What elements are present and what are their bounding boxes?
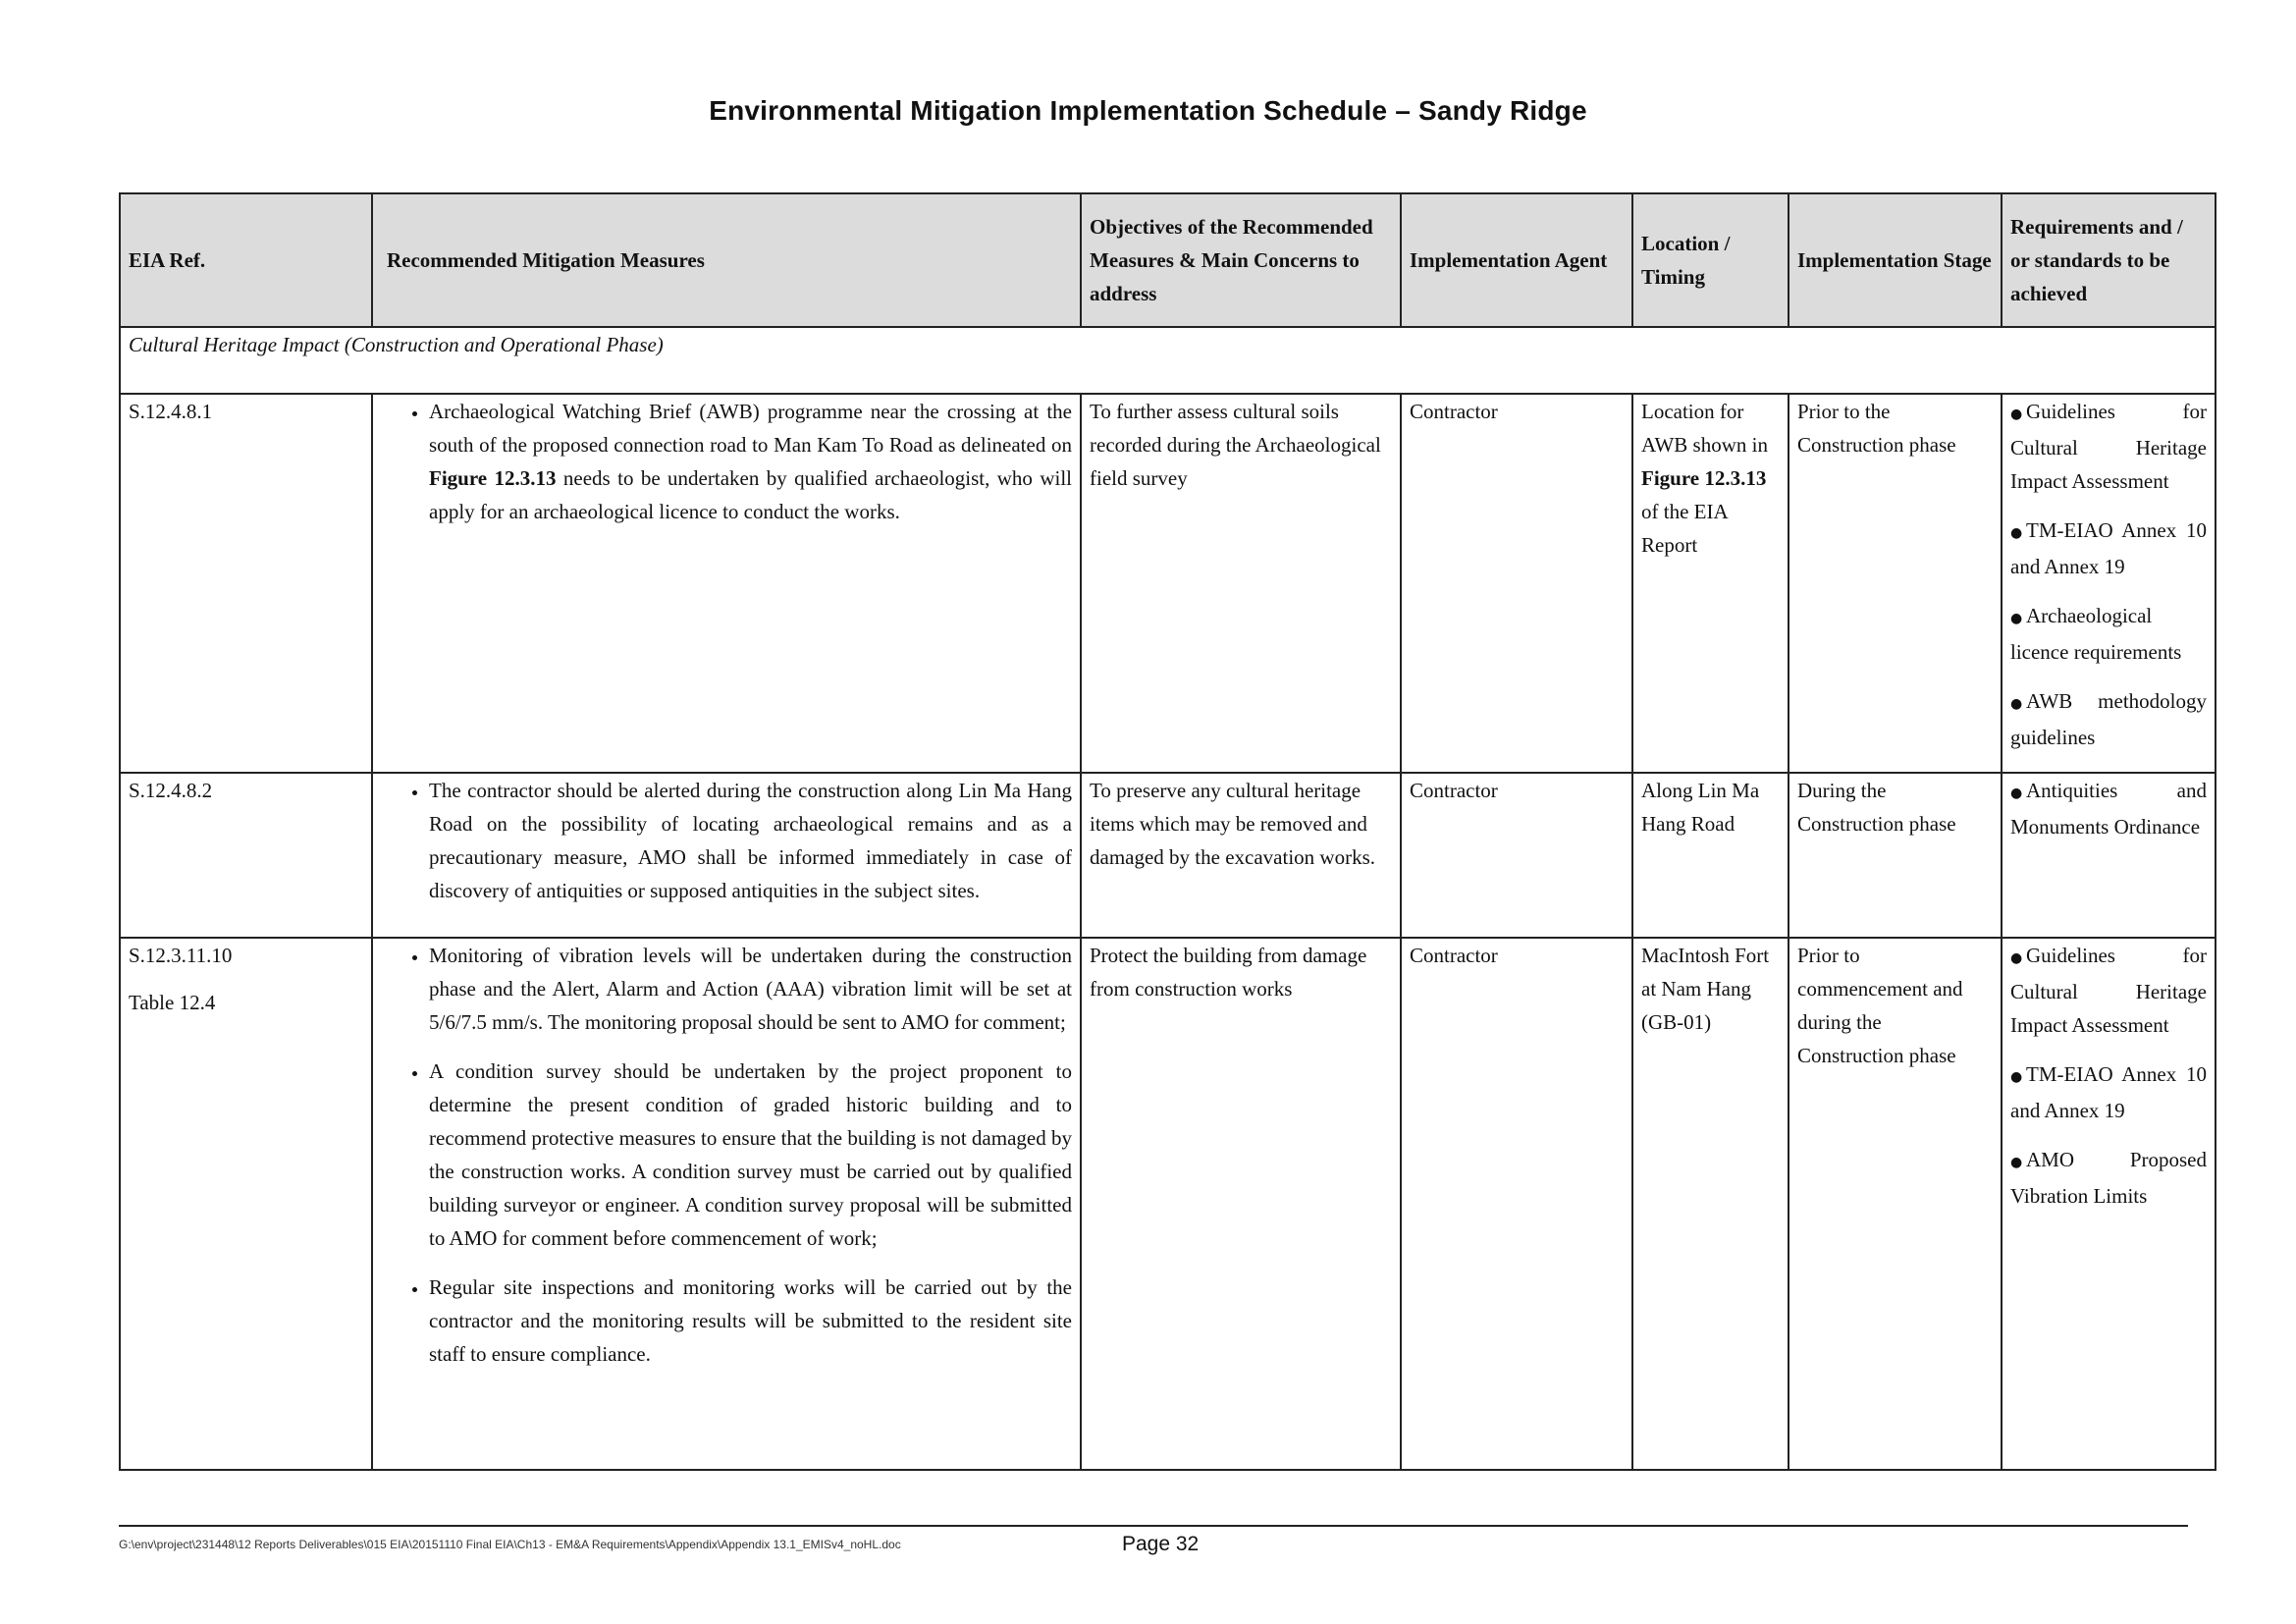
cell-objectives: To preserve any cultural heritage items which may be removed and damaged by the excavation works.	[1081, 773, 1401, 938]
cell-agent: Contractor	[1401, 938, 1632, 1470]
cell-measures	[372, 394, 1081, 773]
mitigation-schedule-table	[119, 192, 2216, 1471]
cell-stage: During the Construction phase	[1789, 773, 2002, 938]
measures-list	[381, 395, 1072, 528]
header-eia-ref: EIA Ref.	[120, 193, 372, 327]
requirement-item: ● TM-EIAO Annex 10 and Annex 19	[2010, 1062, 2207, 1122]
cell-eia-ref	[120, 938, 372, 1470]
section-row	[120, 327, 2216, 394]
header-location-timing: Location / Timing	[1632, 193, 1789, 327]
bullet-icon: ●	[2010, 696, 2023, 712]
bullet-icon: ●	[2010, 785, 2023, 801]
eia-ref-text: Table 12.4	[129, 991, 216, 1014]
header-requirements: Requirements and / or standards to be achieved	[2002, 193, 2216, 327]
bullet-icon: ●	[2010, 1069, 2023, 1085]
figure-reference: Figure 12.3.13	[429, 466, 557, 490]
eia-ref-text: S.12.4.8.2	[129, 779, 213, 802]
cell-location-timing: Location for AWB shown in Figure 12.3.13 of the EIA Report	[1632, 394, 1789, 773]
cell-eia-ref	[120, 394, 372, 773]
eia-ref-text: S.12.3.11.10	[129, 944, 233, 967]
cell-requirements	[2002, 394, 2216, 773]
cell-requirements	[2002, 938, 2216, 1470]
eia-ref-text: S.12.4.8.1	[129, 400, 213, 423]
cell-objectives: Protect the building from damage from construction works	[1081, 938, 1401, 1470]
cell-location-timing: MacIntosh Fort at Nam Hang (GB-01)	[1632, 938, 1789, 1470]
measure-item: • Archaeological Watching Brief (AWB) programme near the crossing at the south of the proposed connection road to Man Kam To Road as delineated on Figure 12.3.13 needs to be undertaken by qualified archaeologist, who will apply for an archaeological licence to conduct the works.	[429, 395, 1072, 528]
section-heading: Cultural Heritage Impact (Construction and Operational Phase)	[120, 327, 2216, 394]
measure-item: • The contractor should be alerted during the construction along Lin Ma Hang Road on the possibility of locating archaeological remains and as a precautionary measure, AMO shall be informed immediately in case of discovery of antiquities or supposed antiquities in the subject sites.	[429, 774, 1072, 907]
requirements-list	[2010, 774, 2207, 843]
requirement-item: ● Antiquities and Monuments Ordinance	[2010, 779, 2207, 839]
cell-agent: Contractor	[1401, 394, 1632, 773]
table-row	[120, 773, 2216, 938]
figure-reference: Figure 12.3.13	[1641, 466, 1767, 490]
requirement-item: ● Guidelines for Cultural Heritage Impact Assessment	[2010, 944, 2207, 1037]
header-objectives: Objectives of the Recommended Measures & Main Concerns to address	[1081, 193, 1401, 327]
bullet-icon: ●	[2010, 1155, 2023, 1170]
requirements-list	[2010, 395, 2207, 754]
measure-item: • Monitoring of vibration levels will be undertaken during the construction phase and the Alert, Alarm and Action (AAA) vibration limit will be set at 5/6/7.5 mm/s. The monitoring proposal should be sent to AMO for comment;	[429, 939, 1072, 1039]
measures-list	[381, 774, 1072, 907]
requirement-item: ● AMO Proposed Vibration Limits	[2010, 1148, 2207, 1208]
page-number: Page 32	[1122, 1533, 1200, 1555]
cell-measures	[372, 938, 1081, 1470]
cell-stage: Prior to the Construction phase	[1789, 394, 2002, 773]
bullet-icon: ●	[2010, 950, 2023, 966]
measure-item: • A condition survey should be undertaken by the project proponent to determine the present condition of graded historic building and to recommend protective measures to ensure that the building is not damaged by the construction works. A condition survey must be carried out by qualified building surveyor or engineer. A condition survey proposal will be submitted to AMO for comment before commencement of work;	[429, 1055, 1072, 1255]
requirement-item: ● Guidelines for Cultural Heritage Impact Assessment	[2010, 400, 2207, 493]
header-stage: Implementation Stage	[1789, 193, 2002, 327]
measure-item: • Regular site inspections and monitoring works will be carried out by the contractor and the monitoring results will be submitted to the resident site staff to ensure compliance.	[429, 1271, 1072, 1371]
footer-file-path: G:\env\project\231448\12 Reports Deliverables\015 EIA\20151110 Final EIA\Ch13 - EM&A Requirements\Appendix\Appendix 13.1_EMISv4_noHL.doc	[119, 1538, 901, 1551]
cell-eia-ref	[120, 773, 372, 938]
requirement-item: ● Archaeological licence requirements	[2010, 604, 2182, 664]
cell-objectives: To further assess cultural soils recorded during the Archaeological field survey	[1081, 394, 1401, 773]
bullet-icon: ●	[2010, 406, 2023, 422]
table-row	[120, 394, 2216, 773]
requirements-list	[2010, 939, 2207, 1213]
header-measures: Recommended Mitigation Measures	[372, 193, 1081, 327]
cell-requirements	[2002, 773, 2216, 938]
bullet-icon: ●	[2010, 611, 2023, 626]
table-row	[120, 938, 2216, 1470]
measures-list	[381, 939, 1072, 1371]
bullet-icon: ●	[2010, 525, 2023, 541]
document-title: Environmental Mitigation Implementation Schedule – Sandy Ridge	[709, 95, 1587, 126]
header-agent: Implementation Agent	[1401, 193, 1632, 327]
cell-location-timing: Along Lin Ma Hang Road	[1632, 773, 1789, 938]
cell-stage: Prior to commencement and during the Construction phase	[1789, 938, 2002, 1470]
cell-measures	[372, 773, 1081, 938]
requirement-item: ● TM-EIAO Annex 10 and Annex 19	[2010, 518, 2207, 578]
footer-divider	[119, 1525, 2188, 1527]
header-row	[120, 193, 2216, 327]
requirement-item: ● AWB methodology guidelines	[2010, 689, 2207, 749]
cell-agent: Contractor	[1401, 773, 1632, 938]
